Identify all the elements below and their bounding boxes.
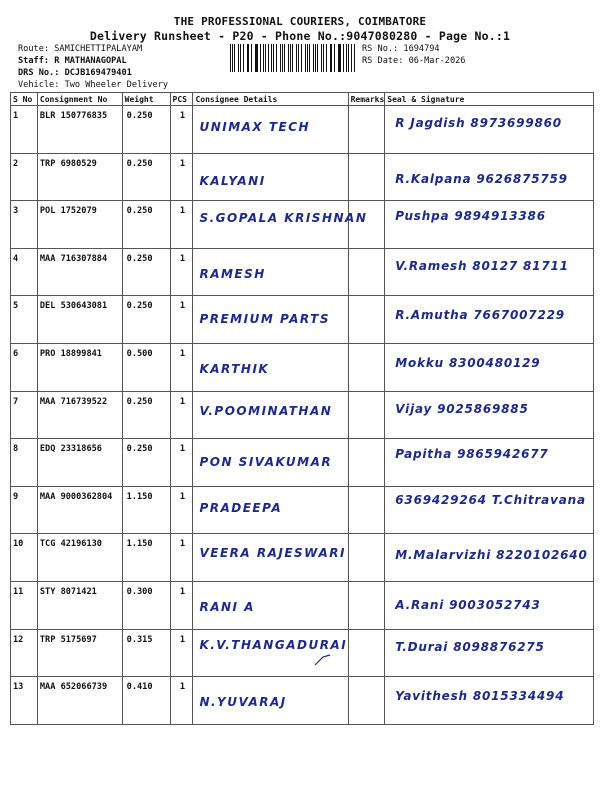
consignee-handwriting: PREMIUM PARTS xyxy=(199,312,330,327)
route-label: Route: SAMICHETTIPALAYAM xyxy=(18,44,143,54)
cell-consignment-no: STY 8071421 xyxy=(37,581,122,629)
cell-sno: 5 xyxy=(11,296,38,344)
barcode-bar xyxy=(263,44,264,72)
col-header-sno: S No xyxy=(11,93,38,106)
cell-weight: 0.250 xyxy=(122,296,170,344)
cell-consignment-no: MAA 716307884 xyxy=(37,248,122,296)
table-row xyxy=(11,201,594,249)
barcode-bar xyxy=(323,44,324,72)
cell-consignee xyxy=(193,581,348,629)
cell-consignee xyxy=(193,439,348,487)
cell-sno: 1 xyxy=(11,106,38,154)
cell-remarks xyxy=(348,248,385,296)
cell-consignee xyxy=(193,153,348,201)
cell-signature xyxy=(385,296,594,344)
cell-pcs: 1 xyxy=(170,153,193,201)
cell-weight: 0.250 xyxy=(122,439,170,487)
cell-consignee xyxy=(193,391,348,439)
barcode-bar xyxy=(273,44,274,72)
consignee-handwriting: PON SIVAKUMAR xyxy=(199,455,333,470)
cell-pcs: 1 xyxy=(170,296,193,344)
cell-signature xyxy=(385,486,594,534)
barcode-bar xyxy=(315,44,316,72)
barcode-bar xyxy=(317,44,318,72)
barcode-bar xyxy=(232,44,233,72)
cell-sno: 4 xyxy=(11,248,38,296)
barcode-bar xyxy=(334,44,335,72)
cell-sno: 10 xyxy=(11,534,38,582)
consignee-handwriting: KALYANI xyxy=(199,173,266,188)
table-row xyxy=(11,629,594,677)
cell-signature xyxy=(385,581,594,629)
cell-sno: 2 xyxy=(11,153,38,201)
cell-sno: 7 xyxy=(11,391,38,439)
consignee-handwriting: RAMESH xyxy=(199,266,266,281)
barcode-bar xyxy=(298,44,299,72)
cell-remarks xyxy=(348,153,385,201)
cell-remarks xyxy=(348,486,385,534)
cell-pcs: 1 xyxy=(170,201,193,249)
cell-consignee xyxy=(193,343,348,391)
signature-handwriting: M.Malarvizhi 8220102640 xyxy=(395,548,588,563)
cell-weight: 0.250 xyxy=(122,153,170,201)
barcode-bar xyxy=(346,44,347,72)
col-header-remarks: Remarks xyxy=(348,93,385,106)
table-header-row xyxy=(11,93,594,106)
cell-pcs: 1 xyxy=(170,581,193,629)
staff-label: Staff: R MATHANAGOPAL xyxy=(18,56,127,66)
table-row xyxy=(11,439,594,487)
signature-handwriting: A.Rani 9003052743 xyxy=(395,597,541,612)
cell-remarks xyxy=(348,296,385,344)
barcode-bar xyxy=(301,44,302,72)
cell-pcs: 1 xyxy=(170,629,193,677)
signature-handwriting: T.Durai 8098876275 xyxy=(395,639,545,654)
barcode-bar xyxy=(243,44,244,72)
table-row xyxy=(11,296,594,344)
cell-weight: 0.250 xyxy=(122,106,170,154)
consignee-handwriting: V.POOMINATHAN xyxy=(199,403,333,418)
table-row xyxy=(11,677,594,725)
barcode-bar xyxy=(284,44,285,72)
consignee-handwriting: N.YUVARAJ xyxy=(199,695,287,710)
consignee-handwriting: RANI A xyxy=(199,599,255,614)
cell-sno: 6 xyxy=(11,343,38,391)
barcode-bar xyxy=(305,44,306,72)
cell-signature xyxy=(385,153,594,201)
signature-handwriting: R Jagdish 8973699860 xyxy=(395,116,562,130)
barcode-bar xyxy=(313,44,314,72)
barcode-bar xyxy=(290,44,291,72)
barcode-bar xyxy=(248,44,249,72)
cell-weight: 0.315 xyxy=(122,629,170,677)
cell-weight: 0.250 xyxy=(122,391,170,439)
barcode-bar xyxy=(255,44,256,72)
consignee-handwriting: VEERA RAJESWARI xyxy=(199,546,346,561)
cell-consignee xyxy=(193,248,348,296)
cell-consignee xyxy=(193,296,348,344)
cell-signature xyxy=(385,201,594,249)
barcode-bar xyxy=(338,44,339,72)
cell-pcs: 1 xyxy=(170,677,193,725)
rs-date: RS Date: 06-Mar-2026 xyxy=(362,56,466,66)
drs-number: DRS No.: DCJB169479401 xyxy=(18,68,132,78)
cell-signature xyxy=(385,534,594,582)
cell-weight: 0.250 xyxy=(122,248,170,296)
cell-signature xyxy=(385,439,594,487)
barcode-bar xyxy=(234,44,235,72)
barcode-bar xyxy=(339,44,340,72)
cell-consignment-no: PRO 18899841 xyxy=(37,343,122,391)
barcode-bar xyxy=(309,44,310,72)
cell-sno: 12 xyxy=(11,629,38,677)
cell-pcs: 1 xyxy=(170,343,193,391)
delivery-table xyxy=(10,92,594,725)
barcode-bar xyxy=(276,44,277,72)
barcode-bar xyxy=(240,44,241,72)
table-row xyxy=(11,581,594,629)
runsheet-subtitle: Delivery Runsheet - P20 - Phone No.:9047080280 - Page No.:1 xyxy=(89,29,511,43)
barcode-bar xyxy=(292,44,293,72)
barcode-bar xyxy=(321,44,322,72)
cell-remarks xyxy=(348,677,385,725)
col-header-signature: Seal & Signature xyxy=(385,93,594,106)
barcode-bar xyxy=(251,44,252,72)
cell-weight: 0.500 xyxy=(122,343,170,391)
barcode-bar xyxy=(280,44,281,72)
cell-sno: 13 xyxy=(11,677,38,725)
cell-consignee xyxy=(193,534,348,582)
barcode-bar xyxy=(330,44,331,72)
table-row xyxy=(11,153,594,201)
barcode-bar xyxy=(326,44,327,72)
cell-consignment-no: MAA 716739522 xyxy=(37,391,122,439)
consignee-handwriting: UNIMAX TECH xyxy=(199,120,311,134)
cell-sno: 11 xyxy=(11,581,38,629)
cell-consignment-no: POL 1752079 xyxy=(37,201,122,249)
cell-pcs: 1 xyxy=(170,439,193,487)
cell-consignment-no: TCG 42196130 xyxy=(37,534,122,582)
cell-remarks xyxy=(348,534,385,582)
cell-weight: 1.150 xyxy=(122,534,170,582)
cell-consignee xyxy=(193,677,348,725)
company-title: THE PROFESSIONAL COURIERS, COIMBATORE xyxy=(173,15,427,28)
table-row xyxy=(11,534,594,582)
cell-consignment-no: BLR 150776835 xyxy=(37,106,122,154)
consignee-handwriting: S.GOPALA KRISHNAN xyxy=(199,211,368,226)
cell-remarks xyxy=(348,629,385,677)
signature-handwriting: Mokku 8300480129 xyxy=(395,355,541,370)
col-header-consignee: Consignee Details xyxy=(193,93,348,106)
cell-weight: 0.410 xyxy=(122,677,170,725)
cell-remarks xyxy=(348,581,385,629)
col-header-pcs: PCS xyxy=(170,93,193,106)
barcode-bar xyxy=(238,44,239,72)
cell-sno: 8 xyxy=(11,439,38,487)
barcode-bar xyxy=(331,44,332,72)
cell-consignment-no: TRP 6980529 xyxy=(37,153,122,201)
table-row xyxy=(11,106,594,154)
cell-remarks xyxy=(348,106,385,154)
cell-signature xyxy=(385,248,594,296)
cell-weight: 1.150 xyxy=(122,486,170,534)
barcode-bar xyxy=(247,44,248,72)
col-header-weight: Weight xyxy=(122,93,170,106)
cell-remarks xyxy=(348,201,385,249)
barcode-bar xyxy=(271,44,272,72)
barcode-bar xyxy=(343,44,344,72)
table-row xyxy=(11,248,594,296)
cell-remarks xyxy=(348,439,385,487)
consignee-handwriting: PRADEEPA xyxy=(199,500,283,515)
cell-signature xyxy=(385,343,594,391)
barcode-bar xyxy=(348,44,349,72)
cell-remarks xyxy=(348,391,385,439)
barcode-bar xyxy=(282,44,283,72)
barcode-bar xyxy=(288,44,289,72)
cell-remarks xyxy=(348,343,385,391)
cell-consignment-no: TRP 5175697 xyxy=(37,629,122,677)
cell-consignment-no: MAA 652066739 xyxy=(37,677,122,725)
barcode-bar xyxy=(230,44,231,72)
cell-pcs: 1 xyxy=(170,391,193,439)
cell-pcs: 1 xyxy=(170,486,193,534)
barcode-bar xyxy=(296,44,297,72)
pen-mark-icon xyxy=(313,653,333,667)
cell-sno: 3 xyxy=(11,201,38,249)
cell-signature xyxy=(385,677,594,725)
signature-handwriting: V.Ramesh 80127 81711 xyxy=(395,258,569,273)
cell-signature xyxy=(385,106,594,154)
cell-signature xyxy=(385,629,594,677)
table-row xyxy=(11,486,594,534)
cell-consignee xyxy=(193,486,348,534)
consignee-handwriting: KARTHIK xyxy=(199,361,270,376)
cell-signature xyxy=(385,391,594,439)
rs-number: RS No.: 1694794 xyxy=(362,44,440,54)
cell-consignment-no: EDQ 23318656 xyxy=(37,439,122,487)
barcode-bar xyxy=(268,44,269,72)
consignee-handwriting: K.V.THANGADURAI xyxy=(199,637,348,652)
cell-consignee xyxy=(193,201,368,249)
cell-sno: 9 xyxy=(11,486,38,534)
barcode-bar xyxy=(351,44,352,72)
table-row xyxy=(11,391,594,439)
barcode-bar xyxy=(307,44,308,72)
table-row xyxy=(11,343,594,391)
signature-handwriting: Papitha 9865942677 xyxy=(395,447,549,462)
signature-handwriting: 6369429264 T.Chitravana xyxy=(395,492,586,507)
cell-pcs: 1 xyxy=(170,534,193,582)
cell-pcs: 1 xyxy=(170,248,193,296)
vehicle-label: Vehicle: Two Wheeler Delivery xyxy=(18,80,169,90)
cell-consignee xyxy=(193,106,348,154)
signature-handwriting: Pushpa 9894913386 xyxy=(395,209,546,224)
barcode-bar xyxy=(260,44,261,72)
cell-consignment-no: DEL 530643081 xyxy=(37,296,122,344)
barcode-bar xyxy=(354,44,355,72)
barcode-image xyxy=(230,44,356,72)
barcode-bar xyxy=(265,44,266,72)
signature-handwriting: R.Amutha 7667007229 xyxy=(395,308,565,323)
signature-handwriting: R.Kalpana 9626875759 xyxy=(395,171,568,186)
signature-handwriting: Yavithesh 8015334494 xyxy=(395,689,565,704)
col-header-consignment: Consignment No xyxy=(37,93,122,106)
cell-pcs: 1 xyxy=(170,106,193,154)
signature-handwriting: Vijay 9025869885 xyxy=(395,401,529,416)
barcode-bar xyxy=(256,44,257,72)
cell-consignment-no: MAA 9000362804 xyxy=(37,486,122,534)
cell-weight: 0.300 xyxy=(122,581,170,629)
cell-weight: 0.250 xyxy=(122,201,170,249)
